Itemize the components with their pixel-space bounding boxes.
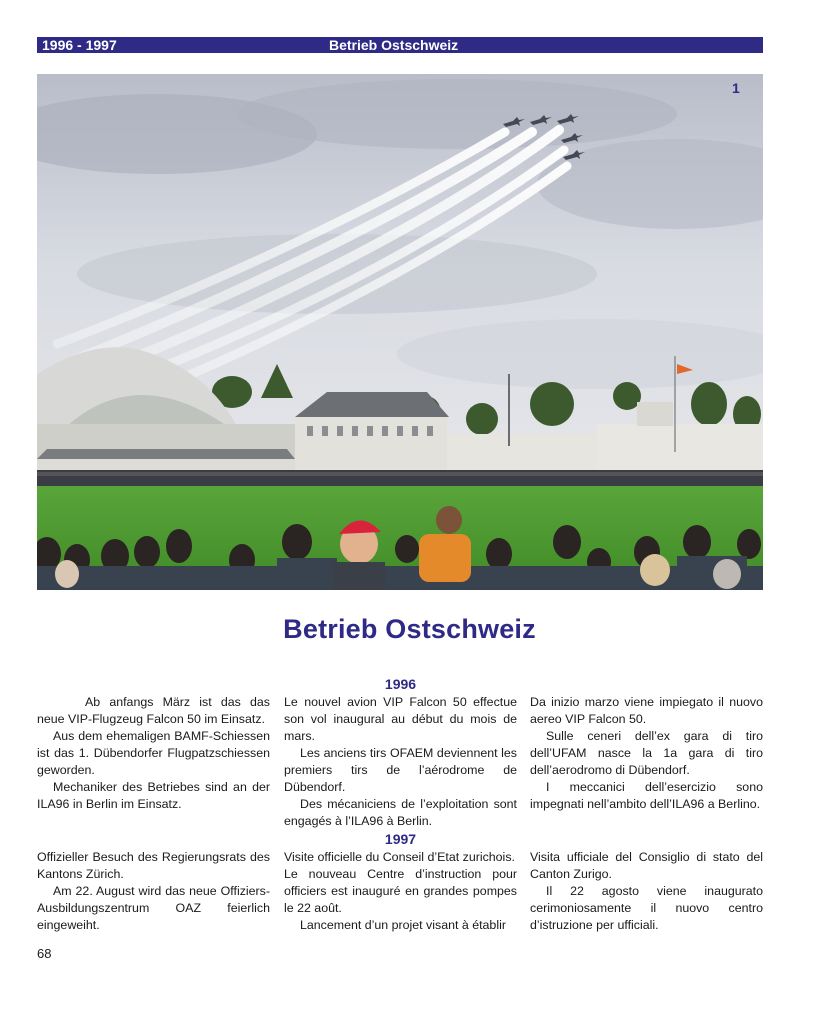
page-title: Betrieb Ostschweiz (283, 614, 536, 644)
page-number: 68 (37, 946, 52, 961)
paragraph: Visite officielle du Conseil d’Etat zurichois. (284, 850, 515, 864)
paragraph: Des mécaniciens de l’exploitation sont engagés à l’ILA96 à Berlin. (284, 797, 517, 828)
paragraph: Offizieller Besuch des Regierungsrats des Kantons Zürich. (37, 850, 270, 881)
column-it-1997 (530, 849, 763, 934)
column-fr-1997 (284, 849, 517, 934)
header-title: Betrieb Ostschweiz (329, 37, 459, 53)
photo-number: 1 (732, 80, 740, 96)
paragraph: Sulle ceneri dell’ex gara di tiro dell’UFAM nasce la 1a gara di tiro dell’aerodromo di Dübendorf. (530, 729, 763, 777)
header-years: 1996 - 1997 (42, 37, 117, 53)
column-de-1997 (37, 849, 270, 934)
year-heading-1997: 1997 (384, 831, 417, 847)
paragraph: Il 22 agosto viene inaugurato cerimoniosamente il nuovo centro d’istruzione per ufficiali. (530, 884, 763, 932)
column-fr-1996 (284, 694, 517, 830)
paragraph: Le nouvel avion VIP Falcon 50 effectue son vol inaugural au début du mois de mars. (284, 695, 517, 743)
paragraph: Le nouveau Centre d’instruction pour officiers est inauguré en grandes pompes le 22 août. (284, 867, 517, 915)
running-header (37, 37, 763, 53)
paragraph: Ab anfangs März ist das das neue VIP-Flugzeug Falcon 50 im Einsatz. (37, 695, 270, 726)
paragraph: Lancement d’un projet visant à établir (300, 918, 506, 932)
paragraph: Visita ufficiale del Consiglio di stato del Canton Zurigo. (530, 850, 763, 881)
column-de-1996 (37, 694, 270, 813)
paragraph: Am 22. August wird das neue Offiziers-Ausbildungszentrum OAZ feierlich eingeweiht. (37, 884, 270, 932)
paragraph: Les anciens tirs OFAEM deviennent les premiers tirs de l’aérodrome de Dübendorf. (284, 746, 517, 794)
paragraph: Mechaniker des Betriebes sind an der ILA96 in Berlin im Einsatz. (37, 780, 270, 811)
paragraph: Aus dem ehemaligen BAMF-Schiessen ist das 1. Dübendorfer Flugpatzschiessen geworden. (37, 729, 270, 777)
paragraph: I meccanici dell’esercizio sono impegnati nell’ambito dell’ILA96 a Berlino. (530, 780, 763, 811)
airshow-photo (37, 74, 763, 590)
year-heading-1996: 1996 (384, 676, 417, 692)
paragraph: Da inizio marzo viene impiegato il nuovo aereo VIP Falcon 50. (530, 695, 763, 726)
column-it-1996 (530, 694, 763, 813)
photo-illustration (37, 74, 763, 590)
